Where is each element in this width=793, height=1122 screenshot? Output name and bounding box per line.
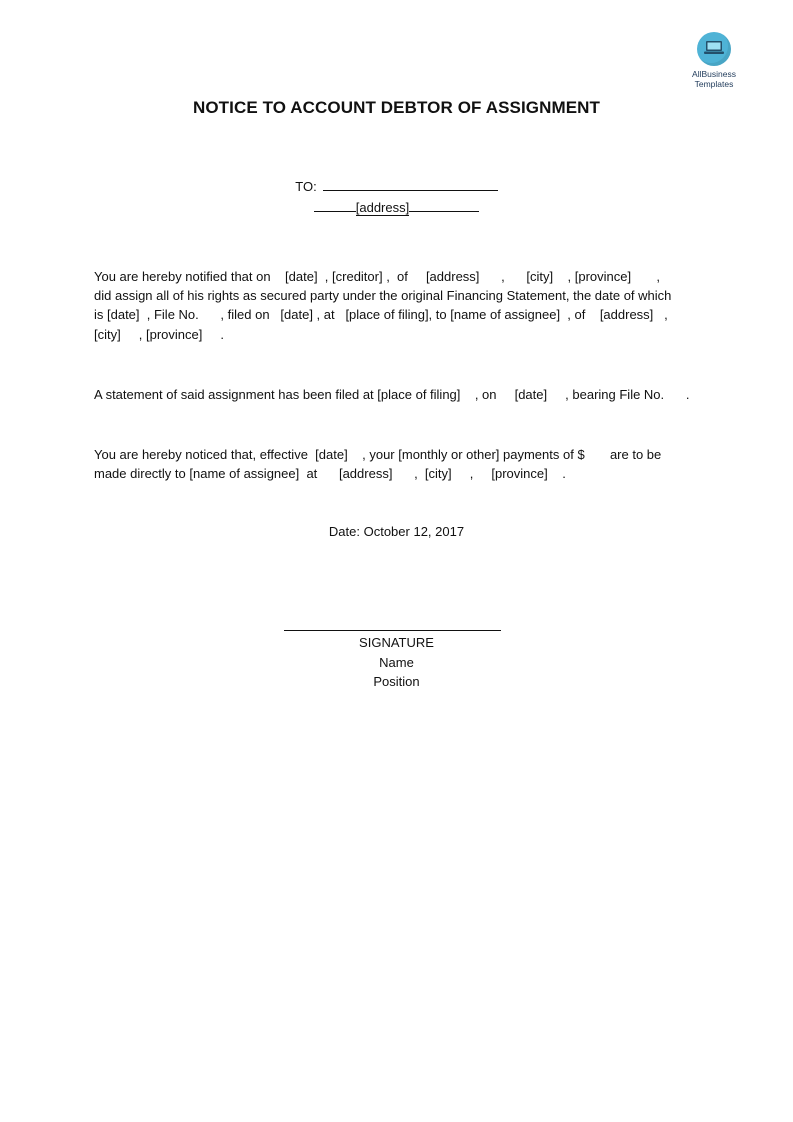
logo-text (686, 69, 742, 89)
recipient-name-blank (323, 178, 498, 191)
signature-label: SIGNATURE (359, 635, 434, 650)
p2-line-1: A statement of said assignment has been filed at [place of filing] , on [date] , bearing File No. . (94, 387, 690, 402)
paragraph-payment-instructions (94, 445, 699, 483)
address-blank-right (409, 199, 479, 212)
p3-line-1: You are hereby noticed that, effective [date] , your [monthly or other] payments of $ are to be (94, 447, 662, 462)
logo-line-2: Templates (694, 79, 734, 89)
document-title: NOTICE TO ACCOUNT DEBTOR OF ASSIGNMENT (192, 98, 601, 117)
p1-line-3: is [date] , File No. , filed on [date] , at [place of filing], to [name of assignee] , of [address] , (94, 307, 668, 323)
paragraph-assignment-notice (94, 267, 699, 344)
p1-line-1: You are hereby notified that on [date] , [creditor] , of [address] , [city] , [province] , (94, 269, 661, 284)
signature-block (0, 633, 793, 692)
address-line (0, 199, 793, 215)
laptop-icon (703, 40, 725, 56)
signer-position: Position (373, 674, 420, 689)
address-placeholder: [address] (355, 200, 410, 215)
logo-badge (697, 32, 731, 66)
logo-line-1: AllBusiness (692, 69, 736, 79)
to-label: TO: (295, 179, 317, 194)
p3-line-2: made directly to [name of assignee] at [address] , [city] , [province] . (94, 466, 566, 482)
signature-line (284, 630, 501, 631)
p1-line-4: [city] , [province] . (94, 326, 225, 342)
document-date: Date: October 12, 2017 (328, 524, 465, 539)
address-blank-left (314, 199, 356, 212)
brand-logo (686, 32, 742, 89)
to-line (0, 178, 793, 197)
signer-name: Name (379, 654, 414, 670)
recipient-block (0, 178, 793, 215)
p1-line-2: did assign all of his rights as secured party under the original Financing Statement, the date of which (94, 288, 672, 304)
paragraph-filing-statement (94, 385, 699, 404)
